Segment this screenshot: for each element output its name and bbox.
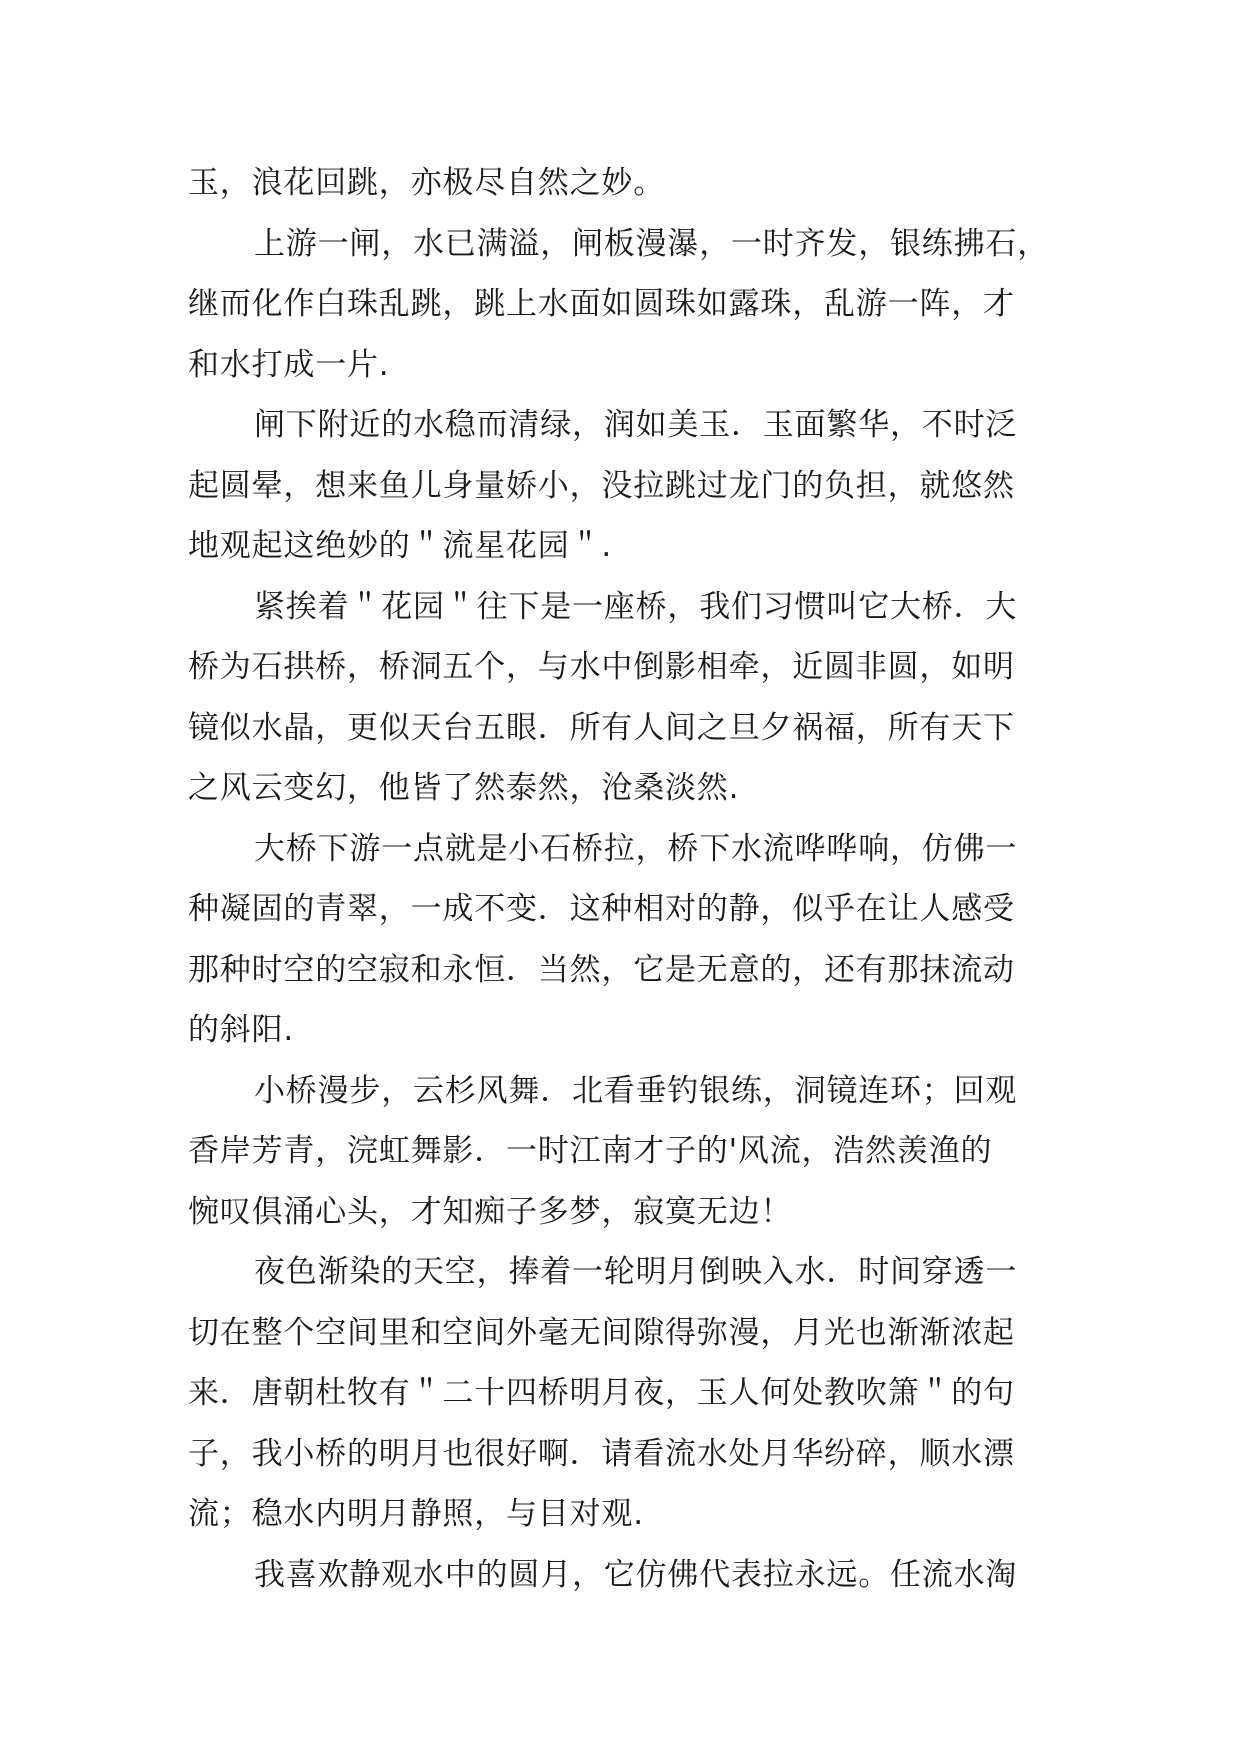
text-line: 夜色渐染的天空，捧着一轮明月倒映入水．时间穿透一 (254, 1254, 1018, 1290)
text-line: 的斜阳. (188, 1012, 295, 1048)
text-line: 和水打成一片. (188, 346, 390, 383)
text-line: 之风云变幻，他皆了然泰然，沧桑淡然. (188, 770, 740, 806)
text-line: 香岸芳青，浣虹舞影．一时江南才子的'风流，浩然羡渔的 (188, 1133, 993, 1169)
text-line: 来．唐朝杜牧有＂二十四桥明月夜，玉人何处教吹箫＂的句 (188, 1375, 1015, 1411)
text-line: 上游一闸，水已满溢，闸板漫瀑，一时齐发，银练拂石， (254, 225, 1049, 262)
text-line: 子，我小桥的明月也很好啊．请看流水处月华纷碎，顺水漂 (188, 1435, 1015, 1472)
text-line: 切在整个空间里和空间外毫无间隙得弥漫，月光也渐渐浓起 (188, 1314, 1015, 1351)
text-line: 种凝固的青翠，一成不变．这种相对的静，似乎在让人感受 (188, 891, 1015, 927)
text-line: 起圆晕，想来鱼儿身量娇小，没拉跳过龙门的负担，就悠然 (188, 467, 1015, 504)
text-line: 流；稳水内明月静照，与目对观. (188, 1496, 644, 1532)
text-line: 闸下附近的水稳而清绿，润如美玉．玉面繁华，不时泛 (254, 407, 1018, 443)
text-line: 继而化作白珠乱跳，跳上水面如圆珠如露珠，乱游一阵，才 (188, 286, 1015, 322)
text-line: 大桥下游一点就是小石桥拉，桥下水流哗哗响，仿佛一 (254, 830, 1018, 867)
text-line: 玉，浪花回跳，亦极尽自然之妙。 (188, 165, 665, 201)
text-line: 惋叹俱涌心头，才知痴子多梦，寂寞无边！ (188, 1193, 793, 1230)
body-text (188, 153, 1060, 1605)
text-line: 我喜欢静观水中的圆月，它仿佛代表拉永远。任流水淘 (254, 1556, 1018, 1593)
text-line: 桥为石拱桥，桥洞五个，与水中倒影相牵，近圆非圆，如明 (188, 649, 1015, 685)
text-line: 镜似水晶，更似天台五眼．所有人间之旦夕祸福，所有天下 (188, 709, 1015, 746)
text-line: 小桥漫步，云杉风舞．北看垂钓银练，洞镜连环；回观 (254, 1072, 1018, 1109)
text-line: 那种时空的空寂和永恒．当然，它是无意的，还有那抹流动 (188, 951, 1015, 988)
text-line: 地观起这绝妙的＂流星花园＂. (188, 528, 613, 564)
text-line: 紧挨着＂花园＂往下是一座桥，我们习惯叫它大桥．大 (254, 588, 1018, 625)
